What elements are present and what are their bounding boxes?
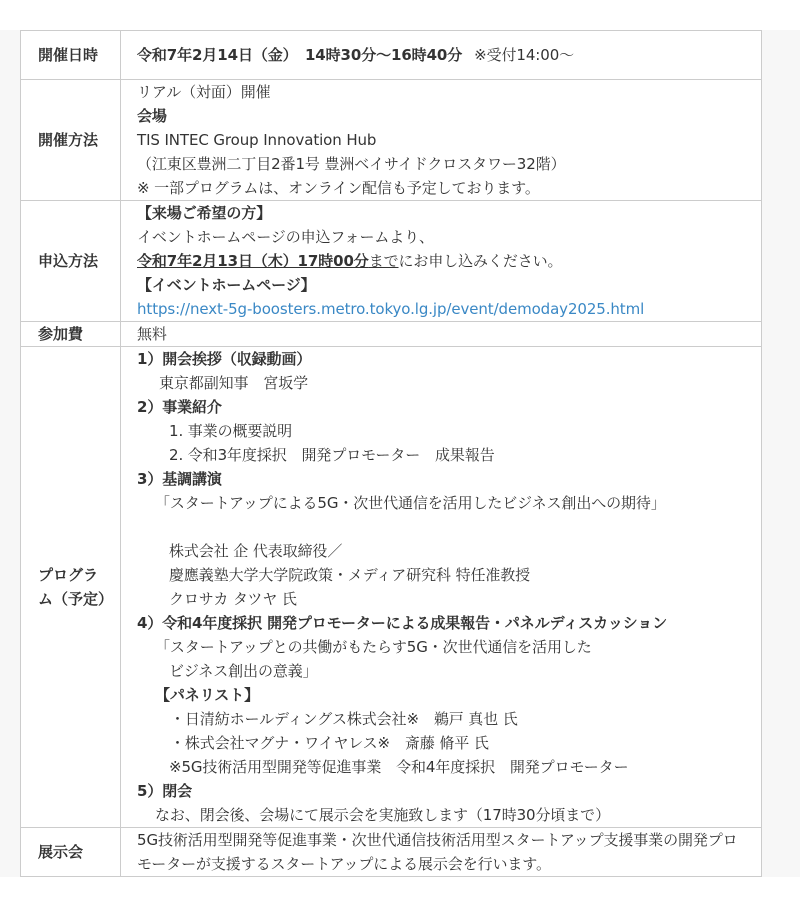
panel-theme-line-2: ビジネス創出の意義」 (169, 662, 318, 680)
keynote-speaker-line-3: クロサカ タツヤ 氏 (169, 590, 297, 608)
deadline: 令和7年2月13日（木）17時00分 (137, 252, 369, 270)
keynote-speaker-line-2: 慶應義塾大学大学院政策・メディア研究科 特任准教授 (169, 566, 531, 584)
exhibition-text: 5G技術活用型開発等促進事業・次世代通信技術活用型スタートアップ支援事業の開発プロモーターが支援するスタートアップによる展示会を行います。 (121, 828, 762, 877)
event-datetime: 令和7年2月14日（金） 14時30分〜16時40分 (137, 46, 463, 64)
closing-note: なお、閉会後、会場にて展示会を実施致します（17時30分頃まで） (155, 806, 610, 824)
venue-name: TIS INTEC Group Innovation Hub (137, 131, 377, 149)
label-apply: 申込方法 (21, 201, 121, 322)
panel-theme-line-1: 「スタートアップとの共働がもたらす5G・次世代通信を活用した (155, 638, 592, 656)
label-program: プログラム（予定） (21, 347, 121, 828)
content-method (121, 80, 762, 201)
row-program (21, 347, 762, 828)
label-date: 開催日時 (21, 31, 121, 80)
online-note: ※ 一部プログラムは、オンライン配信も予定しております。 (137, 179, 540, 197)
content-date (121, 31, 762, 80)
keynote-title: 「スタートアップによる5G・次世代通信を活用したビジネス創出への期待」 (155, 494, 666, 512)
panelist-2: ・株式会社マグナ・ワイヤレス※ 斎藤 脩平 氏 (170, 734, 489, 752)
program-item-5-title: 5）閉会 (137, 782, 193, 800)
program-item-4-title: 4）令和4年度採択 開発プロモーターによる成果報告・パネルディスカッション (137, 614, 668, 632)
event-info-table (20, 30, 762, 877)
spacer (137, 515, 751, 539)
row-exhibition (21, 828, 762, 877)
venue-heading: 会場 (137, 107, 167, 125)
fee-value: 無料 (121, 322, 762, 347)
row-date (21, 31, 762, 80)
program-item-1-title: 1）開会挨拶（収録動画） (137, 350, 312, 368)
top-margin (0, 0, 800, 30)
row-method (21, 80, 762, 201)
event-mode: リアル（対面）開催 (137, 83, 271, 101)
visit-heading: 【来場ご希望の方】 (137, 204, 272, 222)
keynote-speaker-line-1: 株式会社 企 代表取締役／ (169, 542, 343, 560)
event-homepage-link[interactable]: https://next-5g-boosters.metro.tokyo.lg.jp/event/demoday2025.html (137, 300, 645, 318)
program-item-2-sub-2: 2. 令和3年度採択 開発プロモーター 成果報告 (169, 446, 495, 464)
program-item-1-speaker: 東京都副知事 宮坂学 (159, 374, 309, 392)
deadline-suffix-underlined: まで (368, 252, 399, 270)
deadline-line (137, 249, 751, 273)
content-apply (121, 201, 762, 322)
program-item-2-sub-1: 1. 事業の概要説明 (169, 422, 293, 440)
deadline-suffix: にお申し込みください。 (398, 252, 563, 270)
homepage-heading: 【イベントホームページ】 (137, 276, 316, 294)
program-item-2-title: 2）事業紹介 (137, 398, 222, 416)
reception-time: ※受付14:00〜 (474, 46, 575, 64)
bottom-margin (0, 877, 800, 907)
label-exhibition: 展示会 (21, 828, 121, 877)
panelist-1: ・日清紡ホールディングス株式会社※ 鵜戸 真也 氏 (170, 710, 518, 728)
content-program (121, 347, 762, 828)
form-text: イベントホームページの申込フォームより、 (137, 228, 434, 246)
panelists-heading: 【パネリスト】 (155, 686, 260, 704)
venue-address: （江東区豊洲二丁目2番1号 豊洲ベイサイドクロスタワー32階） (137, 155, 566, 173)
row-apply (21, 201, 762, 322)
label-fee: 参加費 (21, 322, 121, 347)
program-item-3-title: 3）基調講演 (137, 470, 222, 488)
label-method: 開催方法 (21, 80, 121, 201)
row-fee (21, 322, 762, 347)
panelists-note: ※5G技術活用型開発等促進事業 令和4年度採択 開発プロモーター (169, 758, 629, 776)
